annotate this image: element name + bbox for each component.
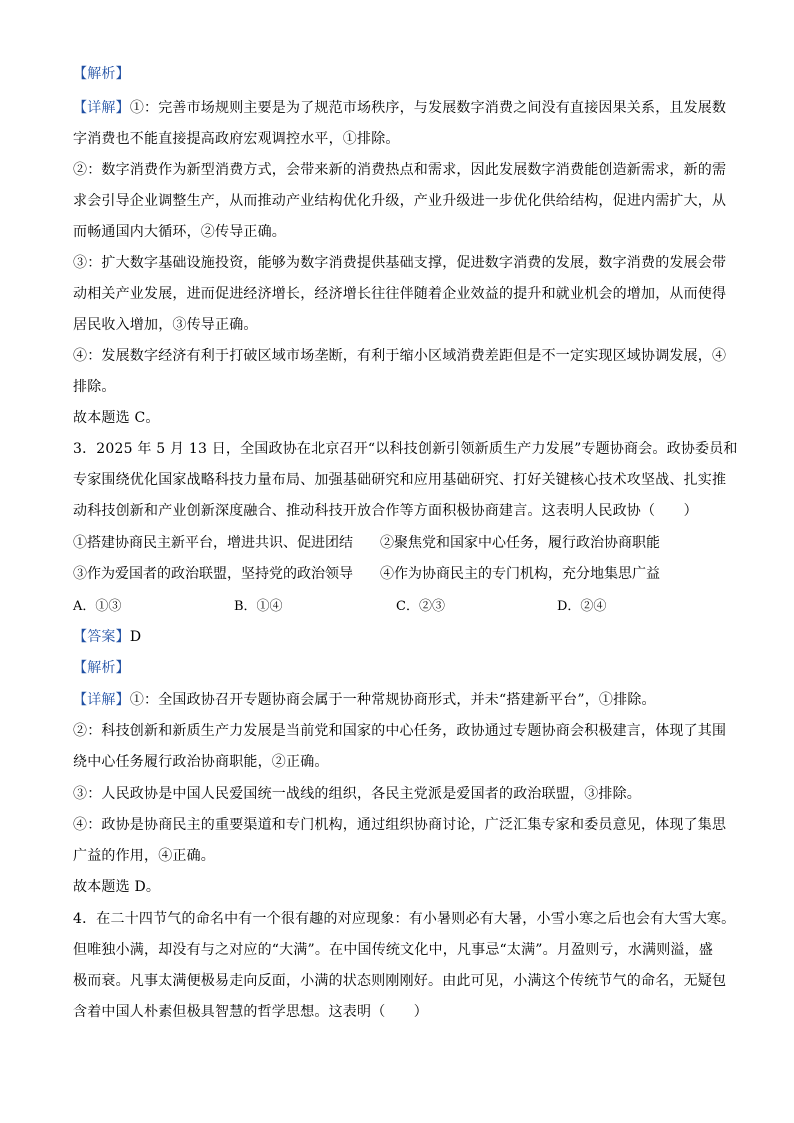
- detail-text: ①：全国政协召开专题协商会属于一种常规协商形式，并未“搭建新平台”，①排除。: [129, 692, 656, 708]
- detail-tag: 【详解】: [73, 100, 130, 116]
- statement-1: ①搭建协商民主新平台，增进共识、促进团结: [73, 535, 353, 551]
- text-line: ④：政协是协商民主的重要渠道和专门机构，通过组织协商讨论，广泛汇集专家和委员意见，体现了集思: [73, 817, 727, 833]
- text-line: ②：数字消费作为新型消费方式，会带来新的消费热点和需求，因此发展数字消费能创造新需求，新的需: [73, 162, 727, 178]
- statement-2: ②聚焦党和国家中心任务，履行政治协商职能: [380, 535, 660, 551]
- text-line: ②：科技创新和新质生产力发展是当前党和国家的中心任务，政协通过专题协商会积极建言，体现了其围: [73, 723, 727, 739]
- text-line: 居民收入增加，③传导正确。: [73, 317, 258, 333]
- answer-value: D: [129, 629, 142, 645]
- statement-4: ④作为协商民主的专门机构，充分地集思广益: [380, 566, 660, 582]
- conclusion-line: 故本题选 C。: [73, 410, 160, 426]
- question-4-stem: 极而衰。凡事太满便极易走向反面，小满的状态则刚刚好。由此可见，小满这个传统节气的命名，无疑包: [73, 973, 727, 989]
- text-line: ④：发展数字经济有利于打破区域市场垄断，有利于缩小区域消费差距但是不一定实现区域协调发展，④: [73, 348, 727, 364]
- text-line: 绕中心任务履行政治协商职能，②正确。: [73, 754, 329, 770]
- question-4-stem: 但唯独小满，却没有与之对应的“大满”。在中国传统文化中，凡事忌“太满”。月盈则亏，水满则溢，盛: [73, 942, 714, 958]
- detail-line: [73, 685, 723, 716]
- option-b: B．①④: [234, 599, 283, 614]
- option-c: C．②③: [396, 599, 445, 614]
- conclusion-line: 故本题选 D。: [73, 879, 161, 895]
- text-line: 广益的作用，④正确。: [73, 848, 215, 864]
- question-4-stem: 4．在二十四节气的命名中有一个很有趣的对应现象：有小暑则必有大暑，小雪小寒之后也会有大雪大寒。: [73, 911, 736, 927]
- text-line: ③：人民政协是中国人民爱国统一战线的组织，各民主党派是爱国者的政治联盟，③排除。: [73, 786, 641, 802]
- analysis-heading: 【解析】: [73, 66, 130, 82]
- answer-tag: 【答案】: [73, 629, 130, 645]
- detail-tag: 【详解】: [73, 692, 130, 708]
- text-line: 而畅通国内大循环，②传导正确。: [73, 224, 286, 240]
- statement-3: ③作为爱国者的政治联盟，坚持党的政治领导: [73, 566, 353, 582]
- question-4-stem: 含着中国人朴素但极具智慧的哲学思想。这表明（ ）: [73, 1004, 428, 1020]
- detail-line: [73, 93, 727, 124]
- answer-line: [73, 622, 723, 653]
- question-3-stem: 专家围绕优化国家战略科技力量布局、加强基础研究和应用基础研究、打好关键核心技术攻坚战、扎实推: [73, 472, 727, 488]
- option-d: D．②④: [557, 599, 607, 614]
- text-line: 字消费也不能直接提高政府宏观调控水平，①排除。: [73, 131, 400, 147]
- question-3-stem: 动科技创新和产业创新深度融合、推动科技开放合作等方面积极协商建言。这表明人民政协（ ）: [73, 503, 698, 519]
- detail-text: ①：完善市场规则主要是为了规范市场秩序，与发展数字消费之间没有直接因果关系，且发展数: [129, 100, 727, 116]
- text-line: 求会引导企业调整生产，从而推动产业结构优化升级，产业升级进一步优化供给结构，促进内需扩大，从: [73, 193, 727, 209]
- question-3-stem: 3．2025 年 5 月 13 日，全国政协在北京召开“以科技创新引领新质生产力发展”专题协商会。政协委员和: [73, 441, 738, 457]
- analysis-heading: 【解析】: [73, 660, 130, 676]
- text-line: 排除。: [73, 379, 116, 395]
- option-a: A．①③: [73, 599, 122, 614]
- text-line: ③：扩大数字基础设施投资，能够为数字消费提供基础支撑，促进数字消费的发展，数字消费的发展会带: [73, 255, 727, 271]
- text-line: 动相关产业发展，进而促进经济增长，经济增长往往伴随着企业效益的提升和就业机会的增加，从而使得: [73, 286, 727, 302]
